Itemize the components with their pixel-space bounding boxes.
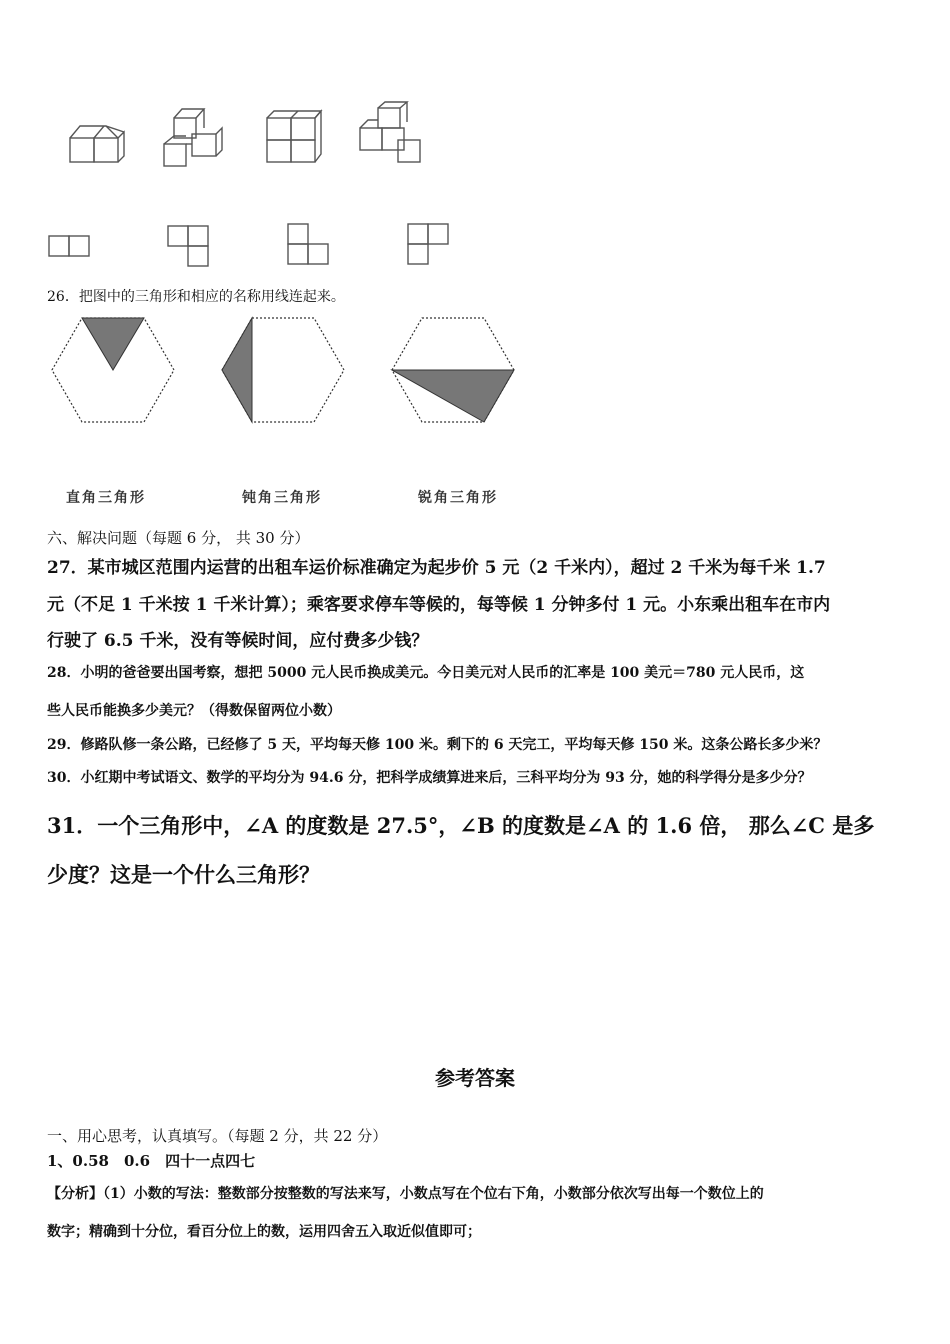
section-6-heading: 六、解决问题（每题 6 分， 共 30 分） (47, 529, 310, 547)
answer-1: 1、0.58 0.6 四十一点四七 (47, 1152, 256, 1170)
question-27-line-2: 元（不足 1 千米按 1 千米计算）；乘客要求停车等候的，每等候 1 分钟多付 1 元。小东乘出租车在市内 (47, 595, 831, 615)
view-figure-1 (48, 234, 92, 262)
answers-section-1: 一、用心思考，认真填写。（每题 2 分，共 22 分） (47, 1127, 388, 1145)
cube-figure-4 (358, 100, 424, 170)
question-29: 29．修路队修一条公路，已经修了 5 天，平均每天修 100 米。剩下的 6 天完工，平均每天修 150 米。这条公路长多少米？ (47, 737, 828, 753)
cube-figure-1 (68, 120, 126, 170)
cube-figure-2 (162, 106, 226, 174)
hexagon-figure-1 (50, 316, 176, 428)
view-figure-4 (406, 222, 452, 272)
question-28-line-1: 28．小明的爸爸要出国考察，想把 5000 元人民币换成美元。今日美元对人民币的汇率是 100 美元＝780 元人民币，这 (47, 665, 805, 681)
question-27-line-1: 27．某市城区范围内运营的出租车运价标准确定为起步价 5 元（2 千米内），超过 2 千米为每千米 1.7 (47, 558, 826, 578)
view-figure-2 (166, 224, 212, 274)
question-28-line-2: 些人民币能换多少美元？（得数保留两位小数） (47, 703, 341, 719)
analysis-line-1: 【分析】（1）小数的写法：整数部分按整数的写法来写，小数点写在个位右下角，小数部分依次写出每一个数位上的 (47, 1186, 764, 1202)
question-31-line-1: 31．一个三角形中，∠A 的度数是 27.5°，∠B 的度数是∠A 的 1.6 倍， 那么∠C 是多 (47, 813, 875, 838)
label-acute-triangle: 锐角三角形 (418, 490, 498, 506)
question-26: 26．把图中的三角形和相应的名称用线连起来。 (47, 289, 345, 305)
question-31-line-2: 少度？这是一个什么三角形？ (47, 862, 320, 887)
label-right-triangle: 直角三角形 (66, 490, 146, 506)
question-27-line-3: 行驶了 6.5 千米，没有等候时间，应付费多少钱？ (47, 631, 429, 651)
label-obtuse-triangle: 钝角三角形 (242, 490, 322, 506)
view-figure-3 (286, 222, 332, 272)
analysis-line-2: 数字；精确到十分位，看百分位上的数，运用四舍五入取近似值即可； (47, 1224, 481, 1240)
hexagon-figure-2 (220, 316, 346, 428)
cube-figure-3 (264, 108, 324, 170)
answers-title: 参考答案 (435, 1066, 515, 1090)
hexagon-figure-3 (390, 316, 516, 428)
question-30: 30．小红期中考试语文、数学的平均分为 94.6 分，把科学成绩算进来后，三科平均分为 93 分，她的科学得分是多少分？ (47, 770, 812, 786)
